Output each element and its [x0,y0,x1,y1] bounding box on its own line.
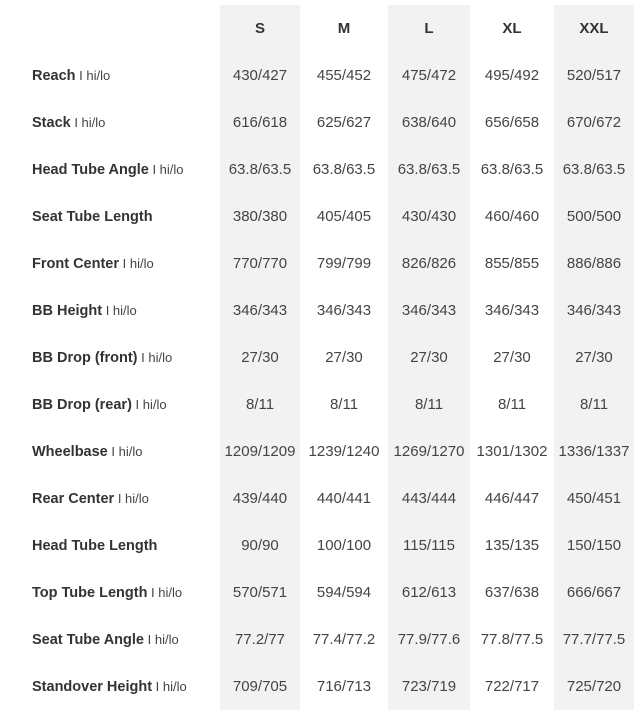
measurement-name: Front Center [32,255,119,272]
table-cell: 77.8/77.5 [470,616,551,663]
table-cell: 612/613 [385,569,470,616]
measurement-name: Wheelbase [32,443,108,460]
row-label [32,52,220,99]
table-cell: 725/720 [551,663,634,710]
table-cell: 77.7/77.5 [551,616,634,663]
table-row [32,240,634,287]
table-cell: 63.8/63.5 [300,146,385,193]
table-cell: 1301/1302 [470,428,551,475]
table-cell: 495/492 [470,52,551,99]
table-row [32,569,634,616]
table-cell: 616/618 [220,99,300,146]
measurement-name: Top Tube Length [32,584,148,601]
table-cell: 709/705 [220,663,300,710]
table-cell: 63.8/63.5 [470,146,551,193]
row-label [32,428,220,475]
hi-lo-note: I hi/lo [131,396,167,412]
table-cell: 443/444 [385,475,470,522]
table-cell: 27/30 [220,334,300,381]
table-cell: 405/405 [300,193,385,240]
table-cell: 637/638 [470,569,551,616]
measurement-name: BB Drop (front) [32,349,138,366]
table-cell: 475/472 [385,52,470,99]
table-cell: 63.8/63.5 [385,146,470,193]
table-cell: 666/667 [551,569,634,616]
hi-lo-note: I hi/lo [147,584,183,600]
table-row [32,381,634,428]
table-cell: 770/770 [220,240,300,287]
table-cell: 77.2/77 [220,616,300,663]
table-cell: 570/571 [220,569,300,616]
table-cell: 100/100 [300,522,385,569]
hi-lo-note: I hi/lo [114,490,149,506]
size-header-l: L [385,5,470,52]
table-cell: 722/717 [470,663,551,710]
table-cell: 8/11 [220,381,300,428]
table-cell: 27/30 [551,334,634,381]
table-cell: 594/594 [300,569,385,616]
table-cell: 446/447 [470,475,551,522]
table-cell: 460/460 [470,193,551,240]
measurement-name: BB Height [32,302,103,319]
table-cell: 150/150 [551,522,634,569]
measurement-name: Head Tube Angle [32,161,149,178]
row-label [32,193,220,240]
table-cell: 500/500 [551,193,634,240]
table-cell: 77.9/77.6 [385,616,470,663]
table-cell: 855/855 [470,240,551,287]
table-cell: 430/430 [385,193,470,240]
table-cell: 346/343 [551,287,634,334]
table-cell: 346/343 [220,287,300,334]
table-cell: 520/517 [551,52,634,99]
hi-lo-note: I hi/lo [119,255,154,271]
row-label [32,334,220,381]
table-cell: 670/672 [551,99,634,146]
hi-lo-note: I hi/lo [75,67,111,83]
table-cell: 1239/1240 [300,428,385,475]
table-cell: 450/451 [551,475,634,522]
row-label [32,475,220,522]
header-corner [32,5,220,52]
table-cell: 716/713 [300,663,385,710]
table-cell: 1209/1209 [220,428,300,475]
table-row [32,193,634,240]
table-cell: 27/30 [470,334,551,381]
table-cell: 723/719 [385,663,470,710]
measurement-name: Standover Height [32,678,153,695]
table-cell: 63.8/63.5 [551,146,634,193]
table-row [32,475,634,522]
table-cell: 346/343 [470,287,551,334]
table-cell: 77.4/77.2 [300,616,385,663]
table-row [32,146,634,193]
measurement-name: Stack [32,114,71,131]
table-cell: 625/627 [300,99,385,146]
table-cell: 8/11 [300,381,385,428]
row-label [32,522,220,569]
table-cell: 90/90 [220,522,300,569]
hi-lo-note: I hi/lo [102,302,137,318]
table-cell: 638/640 [385,99,470,146]
measurement-name: Seat Tube Length [32,208,153,225]
table-row [32,99,634,146]
row-label [32,381,220,428]
table-row [32,428,634,475]
measurement-name: Seat Tube Angle [32,631,144,648]
table-cell: 440/441 [300,475,385,522]
table-row [32,287,634,334]
row-label [32,287,220,334]
table-cell: 27/30 [300,334,385,381]
table-cell: 8/11 [470,381,551,428]
row-label [32,99,220,146]
table-cell: 826/826 [385,240,470,287]
table-cell: 8/11 [551,381,634,428]
hi-lo-note: I hi/lo [107,443,143,459]
table-cell: 799/799 [300,240,385,287]
table-cell: 346/343 [385,287,470,334]
table-row [32,663,634,710]
measurement-name: Reach [32,67,76,84]
table-cell: 656/658 [470,99,551,146]
table-row [32,52,634,99]
row-label [32,240,220,287]
measurement-name: Rear Center [32,490,115,507]
table-cell: 886/886 [551,240,634,287]
geometry-table-body [32,52,634,710]
measurement-name: Head Tube Length [32,537,158,554]
row-label [32,146,220,193]
size-header-row [32,5,634,52]
table-cell: 439/440 [220,475,300,522]
hi-lo-note: I hi/lo [152,678,187,694]
measurement-name: BB Drop (rear) [32,396,132,413]
table-cell: 27/30 [385,334,470,381]
row-label [32,663,220,710]
table-row [32,334,634,381]
hi-lo-note: I hi/lo [137,349,173,365]
size-header-m: M [300,5,385,52]
table-cell: 346/343 [300,287,385,334]
size-header-xxl: XXL [551,5,634,52]
table-row [32,616,634,663]
table-cell: 380/380 [220,193,300,240]
size-header-xl: XL [470,5,551,52]
row-label [32,569,220,616]
table-cell: 1336/1337 [551,428,634,475]
table-cell: 8/11 [385,381,470,428]
hi-lo-note: I hi/lo [144,631,179,647]
table-cell: 430/427 [220,52,300,99]
geometry-table [32,5,634,710]
table-cell: 115/115 [385,522,470,569]
hi-lo-note: I hi/lo [70,114,106,130]
table-row [32,522,634,569]
table-cell: 1269/1270 [385,428,470,475]
row-label [32,616,220,663]
table-cell: 63.8/63.5 [220,146,300,193]
size-header-s: S [220,5,300,52]
hi-lo-note: I hi/lo [148,161,184,177]
table-cell: 455/452 [300,52,385,99]
table-cell: 135/135 [470,522,551,569]
